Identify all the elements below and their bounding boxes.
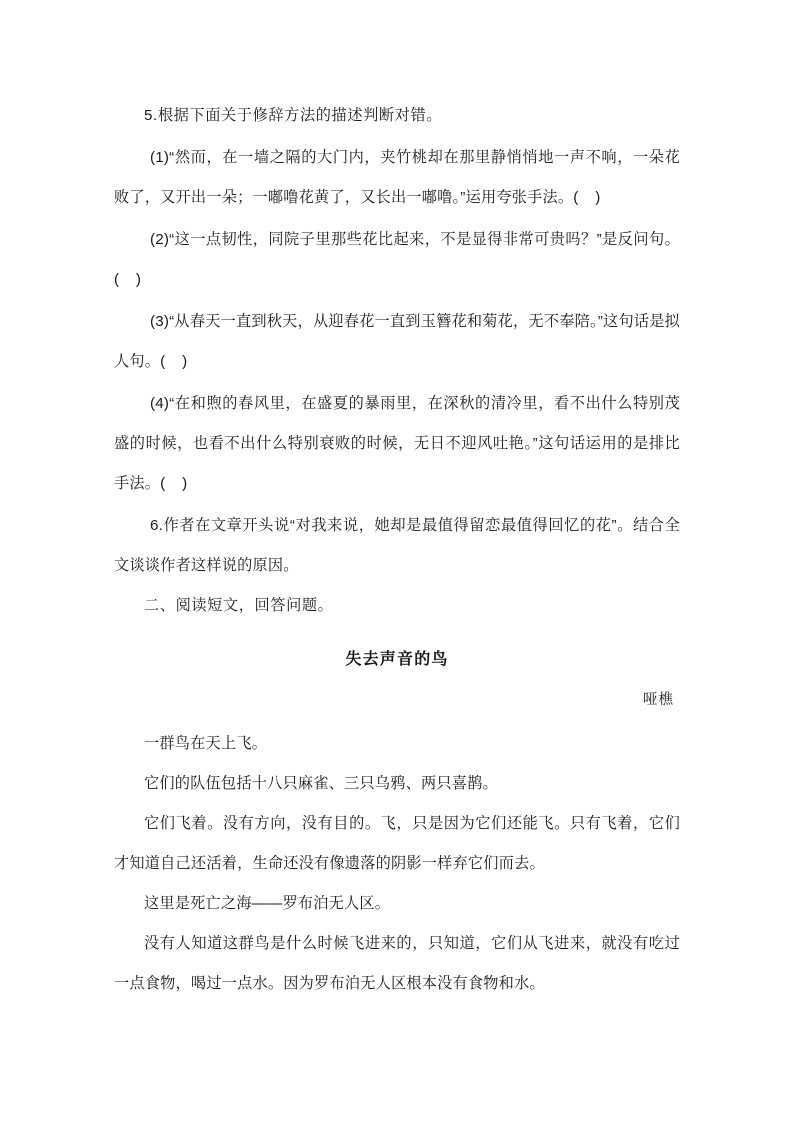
question-5-item-2 — [114, 220, 680, 300]
question-6-text: 作者在文章开头说“对我来说，她却是最值得留恋最值得回忆的花”。结合全文谈谈作者这样说的原因。 — [114, 517, 680, 574]
item-label: (1) — [150, 149, 170, 166]
article-paragraph: 没有人知道这群鸟是什么时候飞进来的，只知道，它们从飞进来，就没有吃过一点食物，喝过一点水。因为罗布泊无人区根本没有食物和水。 — [114, 935, 680, 992]
question-5-item-1 — [114, 138, 680, 218]
question-5-text: 根据下面关于修辞方法的描述判断对错。 — [157, 107, 443, 124]
answer-blank[interactable]: ( ) — [573, 189, 601, 206]
item-text: “在和煦的春风里，在盛夏的暴雨里，在深秋的清冷里，看不出什么特别茂盛的时候，也看不出什么特别衰败的时候，无日不迎风吐艳。”这句话运用的是排比手法。 — [114, 395, 680, 492]
question-5-number: 5. — [144, 107, 158, 124]
question-6-number: 6. — [150, 517, 164, 534]
article-paragraph: 它们的队伍包括十八只麻雀、三只乌鸦、两只喜鹊。 — [144, 775, 498, 792]
item-label: (2) — [150, 231, 170, 248]
page-content — [114, 96, 680, 1004]
item-text: “这一点韧性，同院子里那些花比起来，不是显得非常可贵吗？”是反问句。 — [169, 231, 680, 248]
article-paragraph: 它们飞着。没有方向，没有目的。飞，只是因为它们还能飞。只有飞着，它们才知道自己还活着，生命还没有像遗落的阴影一样弃它们而去。 — [114, 815, 680, 872]
item-text: “从春天一直到秋天，从迎春花一直到玉簪花和菊花，无不奉陪。”这句话是拟人句。 — [114, 313, 680, 370]
question-5-item-4 — [114, 384, 680, 504]
answer-blank[interactable]: ( ) — [160, 353, 188, 370]
item-text: “然而，在一墙之隔的大门内，夹竹桃却在那里静悄悄地一声不响，一朵花败了，又开出一朵；一嘟噜花黄了，又长出一嘟噜。”运用夸张手法。 — [114, 149, 680, 206]
article-paragraph: 一群鸟在天上飞。 — [144, 735, 268, 752]
section-2-heading: 二、阅读短文，回答问题。 — [144, 597, 334, 614]
question-6 — [114, 506, 680, 586]
item-label: (4) — [150, 395, 170, 412]
answer-blank[interactable]: ( ) — [114, 271, 141, 288]
article-author: 哑樵 — [643, 692, 674, 708]
item-label: (3) — [150, 313, 170, 330]
article-title: 失去声音的鸟 — [345, 651, 449, 668]
question-5-item-3 — [114, 302, 680, 382]
answer-blank[interactable]: ( ) — [160, 475, 188, 492]
question-5-prompt — [114, 96, 680, 136]
article-paragraph: 这里是死亡之海——罗布泊无人区。 — [144, 895, 391, 912]
